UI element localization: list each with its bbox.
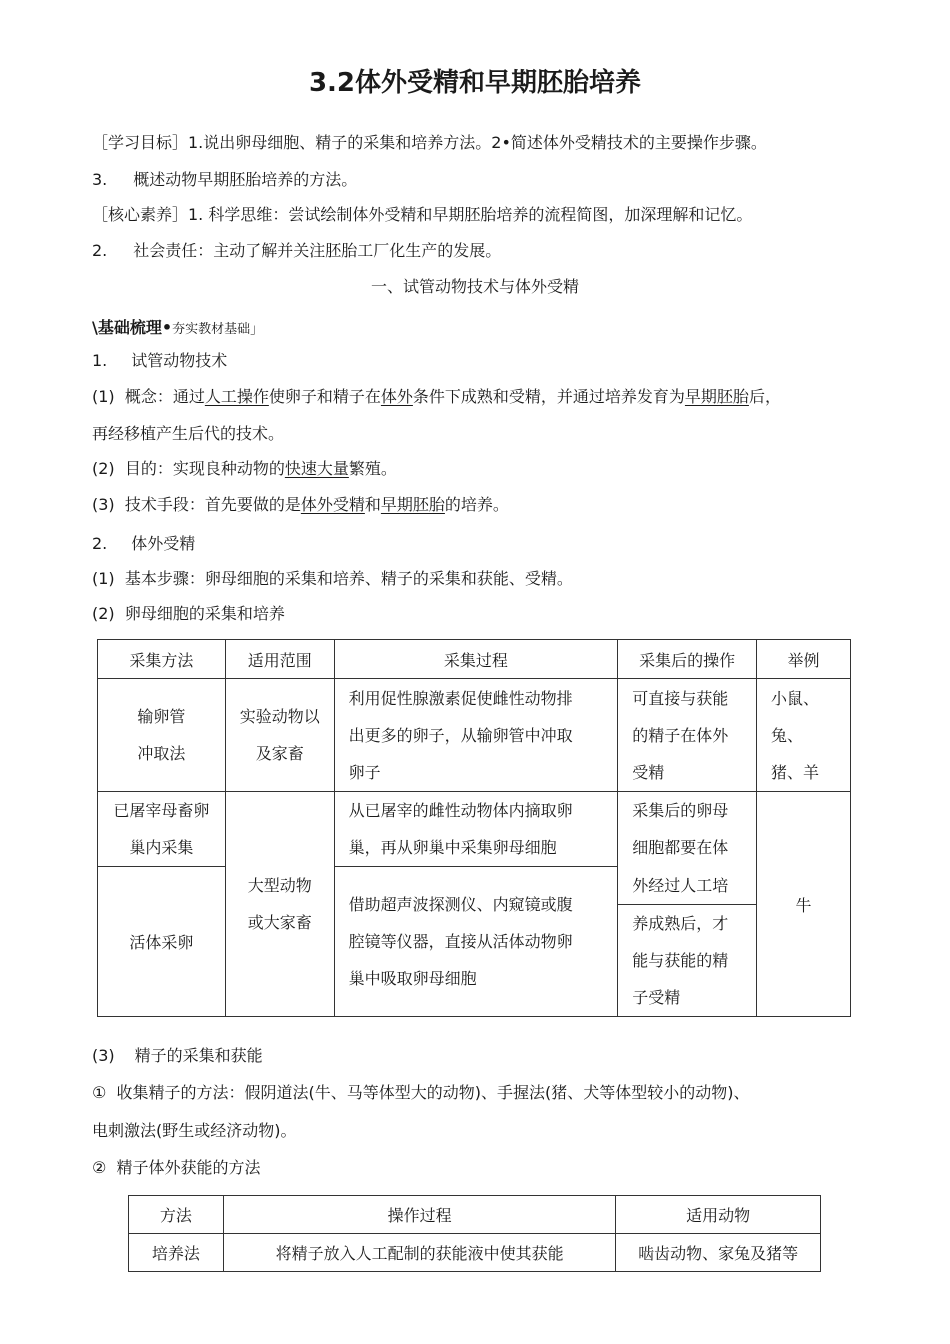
item-text: 精子的采集和获能 (134, 1046, 263, 1065)
underlined-term: 人工操作 (204, 387, 269, 406)
underlined-term: 早期胚胎 (684, 387, 749, 406)
cell-line: 利用促性腺激素促使雌性动物排 (348, 688, 573, 708)
item-number: 1. (92, 351, 108, 370)
cell-line: 腔镜等仪器，直接从活体动物卵 (348, 932, 573, 951)
table-row (98, 792, 851, 867)
cell-line: 借助超声波探测仪、内窥镜或腹 (348, 895, 573, 914)
objectives-line: ［学习目标］1.说出卵母细胞、精子的采集和培养方法。2•简述体外受精技术的主要操作步骤。 (92, 133, 767, 152)
item-number: 2. (92, 534, 108, 553)
item-number: (1) (92, 387, 115, 406)
text: 使卵子和精子在 (268, 387, 381, 406)
s3-c1 (92, 1083, 750, 1103)
item-number: ② (92, 1158, 107, 1177)
cell-line: 兔、 (771, 725, 804, 745)
item-number: ① (92, 1083, 107, 1102)
core-literacy-line: ［核心素养］1. 科学思维：尝试绘制体外受精和早期胚胎培养的流程简图，加深理解和记忆。 (92, 205, 753, 224)
table-header-cell: 方法 (129, 1196, 224, 1234)
cell-line: 巢内采集 (129, 838, 194, 857)
s1-p1 (92, 387, 781, 407)
item-number: (3) (92, 495, 115, 514)
table-cell-method (98, 679, 226, 792)
table-header-cell: 适用范围 (225, 640, 334, 679)
cell-line: 实验动物以 (239, 707, 320, 726)
table-header-cell: 举例 (757, 640, 851, 679)
s1-heading (92, 351, 227, 371)
cell-line: 卵子 (348, 762, 381, 782)
page-title: 3.2体外受精和早期胚胎培养 (308, 68, 642, 98)
cell-line: 巢中吸取卵母细胞 (348, 969, 477, 988)
table-cell-process (334, 679, 618, 792)
table-cell-after (618, 792, 757, 867)
table-cell-process (334, 867, 618, 1017)
s1-p1-cont: 再经移植产生后代的技术。 (92, 424, 285, 443)
cell-line: 出更多的卵子，从输卵管中冲取 (348, 725, 573, 745)
cell-line: 大型动物 (247, 876, 312, 895)
item-number: 3. (92, 170, 108, 189)
item-number: (1) (92, 569, 115, 588)
cell-line: 能与获能的精 (632, 950, 729, 970)
item-text: 概述动物早期胚胎培养的方法。 (133, 170, 358, 189)
table-cell-method (98, 792, 226, 867)
table-header-cell: 操作过程 (223, 1196, 615, 1234)
table-cell-scope (225, 679, 334, 792)
item-text: 体外受精 (131, 534, 196, 553)
cell-line: 小鼠、 (771, 688, 820, 708)
basics-label (92, 318, 263, 340)
item-text: 社会责任：主动了解并关注胚胎工厂化生产的发展。 (133, 241, 502, 260)
table-cell-method: 活体采卵 (98, 867, 226, 1017)
text: 后， (748, 387, 781, 406)
table-cell-example: 牛 (757, 792, 851, 1017)
table-cell: 将精子放入人工配制的获能液中使其获能 (223, 1234, 615, 1272)
cell-line: 从已屠宰的雌性动物体内摘取卵 (348, 801, 573, 820)
oocyte-collection-table (97, 639, 851, 1017)
table-cell-example (757, 679, 851, 792)
cell-line: 的精子在体外 (632, 725, 729, 745)
s3-c1-cont: 电刺激法(野生或经济动物)。 (92, 1121, 297, 1140)
cell-line: 输卵管 (137, 707, 186, 726)
table-cell-after (618, 679, 757, 792)
cell-line: 及家畜 (255, 744, 304, 763)
cell-line: 或大家畜 (247, 913, 312, 932)
cell-line: 采集后的卵母 (632, 801, 729, 820)
text: 的培养。 (444, 495, 509, 514)
s1-p2 (92, 459, 397, 479)
item-text: 精子体外获能的方法 (116, 1158, 261, 1177)
s3-heading (92, 1046, 263, 1066)
core-literacy-item-2 (92, 241, 501, 261)
cell-line: 受精 (632, 762, 665, 782)
table-cell-after (618, 867, 757, 1017)
item-text: 基本步骤：卵母细胞的采集和培养、精子的采集和获能、受精。 (124, 569, 573, 588)
text: 技术手段：首先要做的是 (124, 495, 301, 514)
cell-line: 已屠宰母畜卵 (113, 801, 210, 820)
underlined-term: 体外受精 (300, 495, 365, 514)
sperm-capacitation-table (128, 1195, 821, 1272)
text: 目的：实现良种动物的 (124, 459, 285, 478)
table-row (98, 867, 851, 1017)
cell-line: 细胞都要在体 (632, 838, 729, 857)
item-number: (3) (92, 1046, 115, 1065)
s2-p1 (92, 569, 573, 589)
cell-line: 冲取法 (137, 744, 186, 763)
item-number: 2. (92, 241, 108, 260)
cell-line: 猪、羊 (771, 762, 820, 782)
item-text: 试管动物技术 (131, 351, 228, 370)
table-header-cell: 采集方法 (98, 640, 226, 679)
table-cell-scope (225, 792, 334, 1017)
item-text: 卵母细胞的采集和培养 (124, 604, 285, 623)
table-cell-process (334, 792, 618, 867)
basics-subtitle: 夯实教材基础」 (172, 322, 264, 337)
item-number: (2) (92, 604, 115, 623)
cell-line: 养成熟后，才 (632, 913, 729, 933)
text: 概念：通过 (124, 387, 205, 406)
text: 条件下成熟和受精，并通过培养发育为 (412, 387, 685, 406)
basics-title: \基础梳理• (92, 318, 173, 337)
underlined-term: 快速大量 (284, 459, 349, 478)
s3-c2 (92, 1158, 261, 1178)
table-cell: 啮齿动物、家兔及猪等 (616, 1234, 821, 1272)
underlined-term: 体外 (380, 387, 413, 406)
s2-heading (92, 534, 195, 554)
table-header-cell: 采集后的操作 (618, 640, 757, 679)
s2-p2 (92, 604, 285, 624)
table-header-cell: 采集过程 (334, 640, 618, 679)
section-heading: 一、试管动物技术与体外受精 (370, 277, 579, 296)
table-header-row (129, 1196, 821, 1234)
table-row (98, 679, 851, 792)
text: 繁殖。 (348, 459, 397, 478)
objective-item-3 (92, 170, 357, 190)
table-row (129, 1234, 821, 1272)
table-header-cell: 适用动物 (616, 1196, 821, 1234)
table-header-row (98, 640, 851, 679)
underlined-term: 早期胚胎 (380, 495, 445, 514)
cell-line: 可直接与获能 (632, 688, 729, 708)
cell-line: 巢，再从卵巢中采集卵母细胞 (348, 838, 557, 857)
text: 和 (364, 495, 381, 514)
cell-line: 外经过人工培 (618, 867, 756, 905)
item-text: 收集精子的方法：假阴道法(牛、马等体型大的动物)、手握法(猪、犬等体型较小的动物)、 (116, 1083, 750, 1102)
item-number: (2) (92, 459, 115, 478)
cell-line: 子受精 (632, 987, 681, 1007)
s1-p3 (92, 495, 509, 515)
table-cell: 培养法 (129, 1234, 224, 1272)
